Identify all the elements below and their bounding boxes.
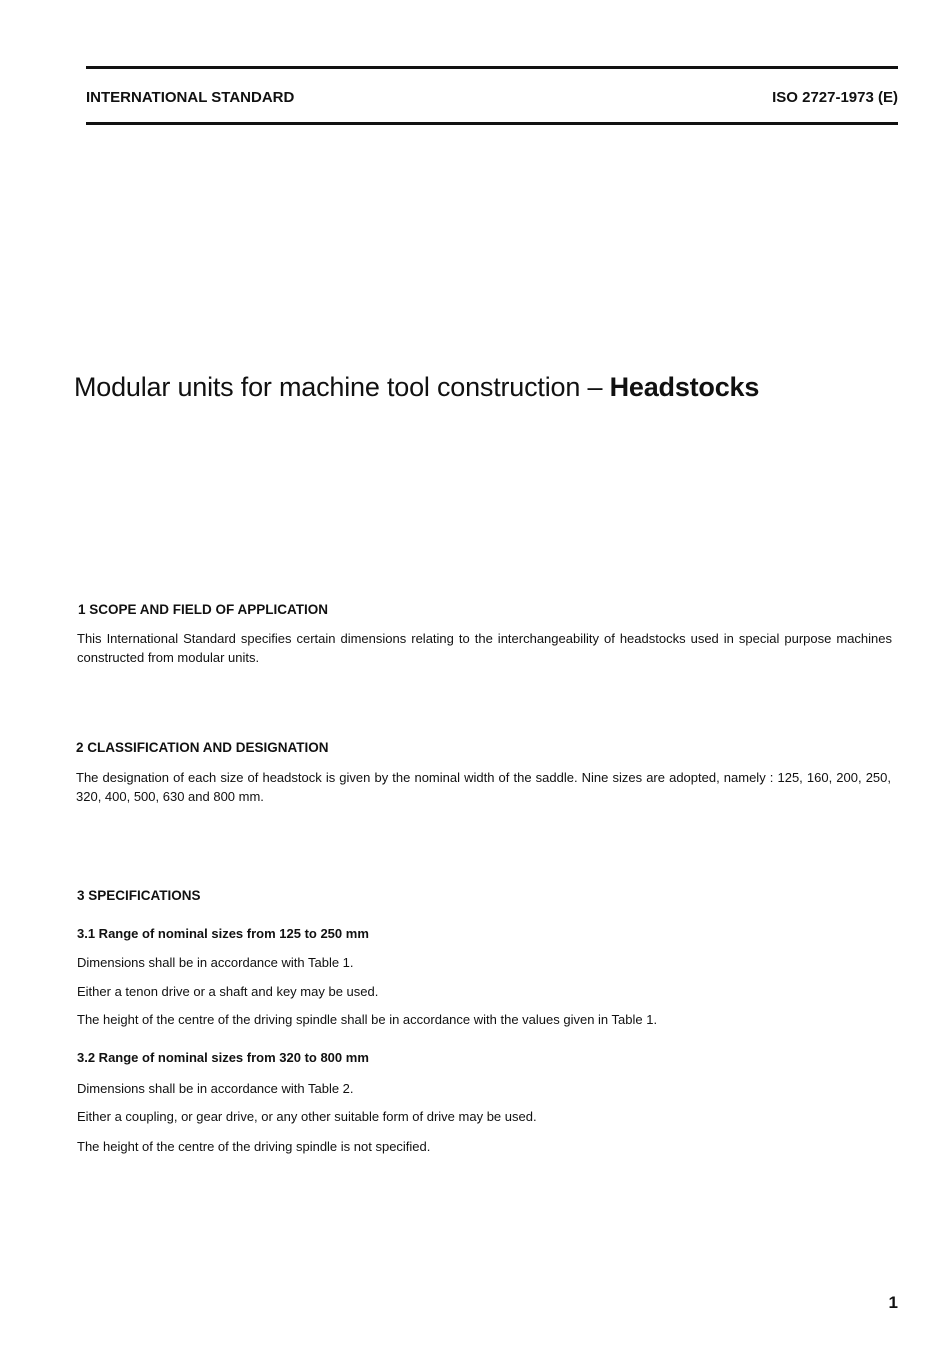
page-title (74, 372, 759, 403)
title-emphasis: Headstocks (609, 372, 760, 402)
title-main: Modular units for machine tool construction – (74, 372, 603, 402)
subsection-3-2-heading: 3.2 Range of nominal sizes from 320 to 800 mm (77, 1050, 369, 1065)
page-number: 1 (888, 1293, 898, 1312)
subsection-3-1-para-3: The height of the centre of the driving spindle shall be in accordance with the values given in Table 1. (77, 1012, 658, 1027)
section-3-heading: 3 SPECIFICATIONS (77, 888, 201, 903)
section-2-heading: 2 CLASSIFICATION AND DESIGNATION (76, 740, 329, 755)
subsection-3-1-heading: 3.1 Range of nominal sizes from 125 to 250 mm (77, 926, 369, 941)
subsection-3-2-para-1: Dimensions shall be in accordance with Table 2. (77, 1081, 354, 1096)
section-2-text: The designation of each size of headstock is given by the nominal width of the saddle. Nine sizes are adopted, namely : 125, 160, 200, 250, 320, 400, 500, 630 and 800 mm. (76, 770, 891, 804)
header-top-rule (86, 66, 898, 69)
header-standard-number: ISO 2727-1973 (E) (772, 89, 898, 106)
subsection-3-1-para-2: Either a tenon drive or a shaft and key may be used. (77, 984, 379, 999)
header-standard-label: INTERNATIONAL STANDARD (86, 89, 295, 106)
subsection-3-2-para-2: Either a coupling, or gear drive, or any other suitable form of drive may be used. (77, 1109, 537, 1124)
subsection-3-1-para-1: Dimensions shall be in accordance with Table 1. (77, 955, 354, 970)
section-1-heading: 1 SCOPE AND FIELD OF APPLICATION (78, 602, 329, 617)
header-bottom-rule (86, 122, 898, 125)
subsection-3-2-para-3: The height of the centre of the driving spindle is not specified. (77, 1139, 431, 1154)
section-1-text: This International Standard specifies certain dimensions relating to the interchangeability of headstocks used in special purpose machines constructed from modular units. (77, 631, 892, 665)
